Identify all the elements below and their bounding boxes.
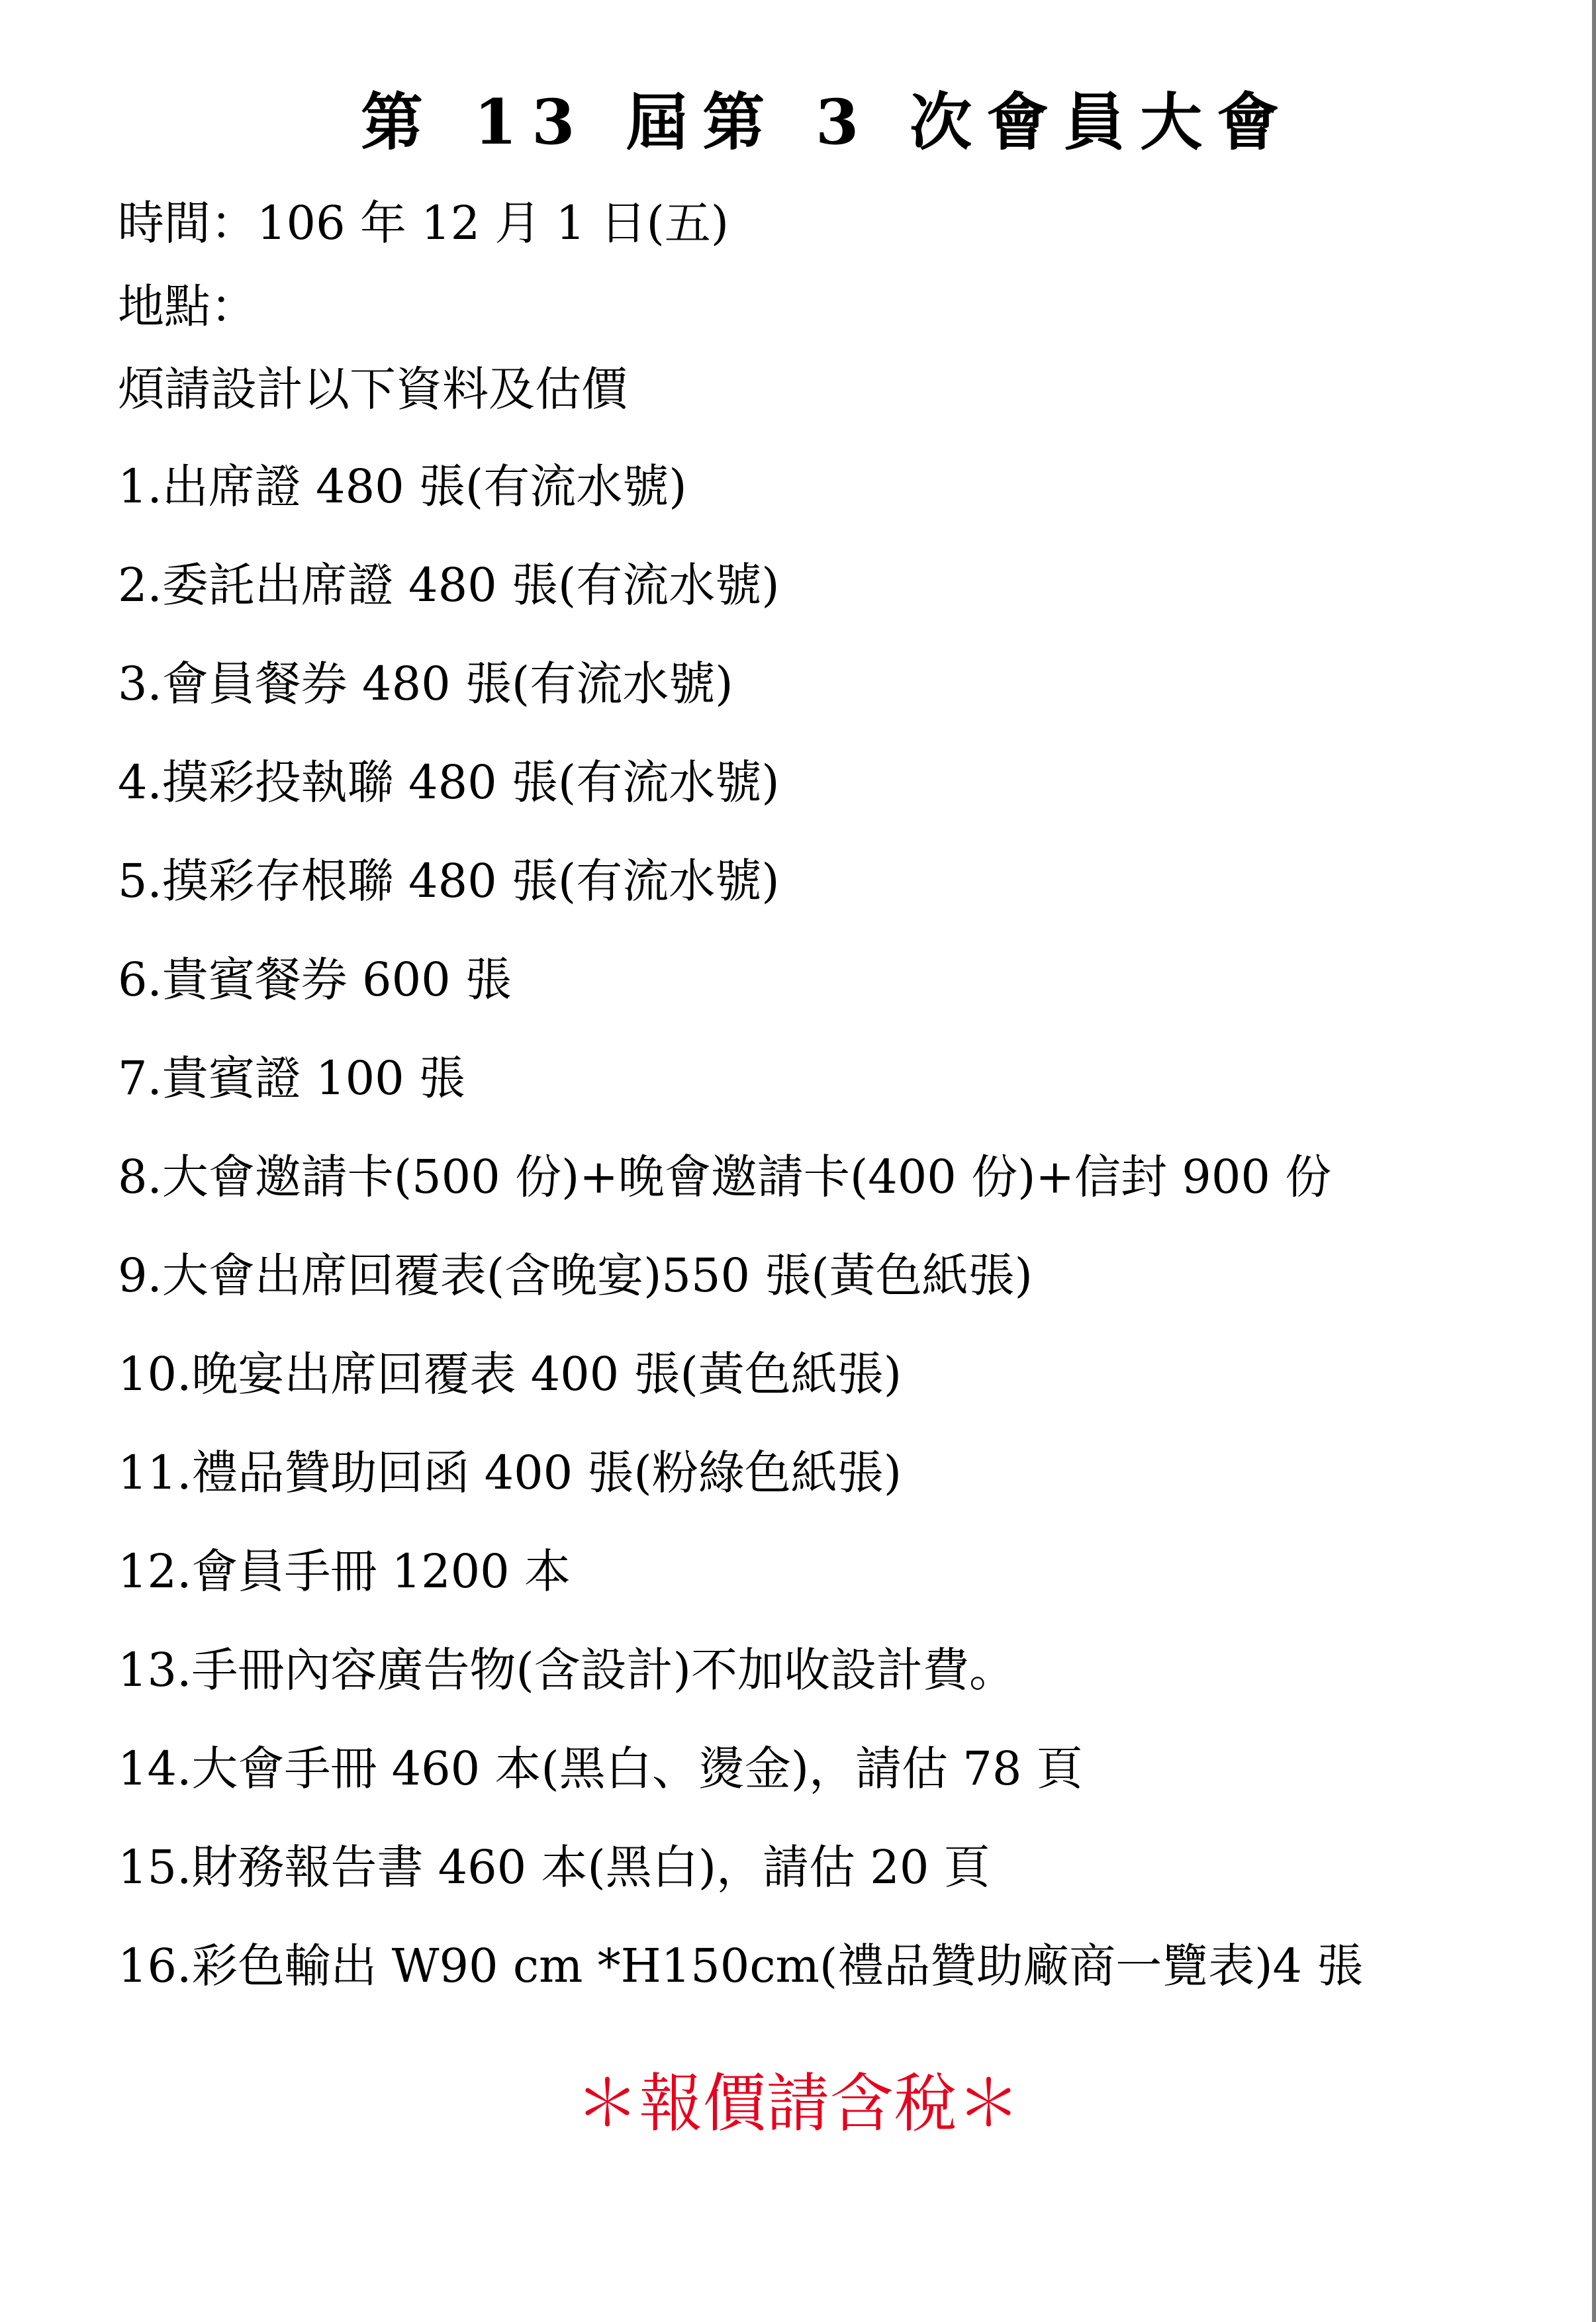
list-item: 12.會員手冊 1200 本 (118, 1544, 571, 1599)
list-item: 1.出席證 480 張(有流水號) (118, 459, 687, 514)
list-item: 6.貴賓餐券 600 張 (118, 952, 512, 1007)
list-item: 15.財務報告書 460 本(黑白)，請估 20 頁 (118, 1840, 990, 1894)
request-intro: 煩請設計以下資料及估價 (118, 362, 628, 416)
list-item: 16.彩色輸出 W90 cm *H150cm(禮品贊助廠商一覽表)4 張 (118, 1939, 1364, 1993)
page-title: 第 13 屆第 3 次會員大會 (361, 86, 1294, 159)
list-item: 4.摸彩投執聯 480 張(有流水號) (118, 755, 780, 810)
list-item: 11.禮品贊助回函 400 張(粉綠色紙張) (118, 1446, 902, 1500)
list-item: 10.晚宴出席回覆表 400 張(黃色紙張) (118, 1347, 902, 1401)
meeting-place: 地點： (118, 279, 257, 334)
list-item: 13.手冊內容廣告物(含設計)不加收設計費。 (118, 1643, 1015, 1697)
list-item: 9.大會出席回覆表(含晚宴)550 張(黃色紙張) (118, 1248, 1033, 1303)
meeting-time: 時間：106 年 12 月 1 日(五) (118, 196, 729, 250)
list-item: 8.大會邀請卡(500 份)+晚會邀請卡(400 份)+信封 900 份 (118, 1150, 1332, 1204)
list-item: 3.會員餐券 480 張(有流水號) (118, 657, 733, 711)
list-item: 7.貴賓證 100 張 (118, 1051, 465, 1105)
list-item: 5.摸彩存根聯 480 張(有流水號) (118, 854, 780, 908)
tax-included-note: ＊報價請含稅＊ (575, 2067, 1021, 2141)
item-list (118, 457, 1363, 2035)
list-item: 2.委託出席證 480 張(有流水號) (118, 558, 780, 612)
page-right-border (1592, 0, 1596, 2322)
list-item: 14.大會手冊 460 本(黑白、燙金)，請估 78 頁 (118, 1742, 1083, 1796)
